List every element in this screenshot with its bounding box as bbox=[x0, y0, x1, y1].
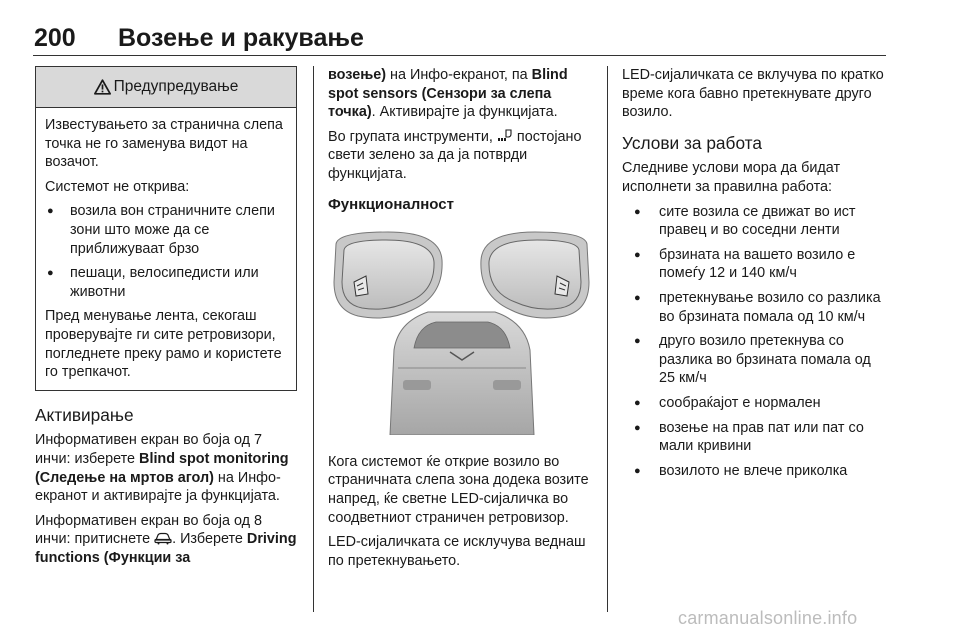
watermark: carmanualsonline.info bbox=[678, 608, 858, 628]
paragraph: Кога системот ќе открие возило во страничната слепа зона додека возите напред, ќе светне LED-сијаличка во соодветниот страничен ретровизор. bbox=[328, 453, 589, 526]
conditions-list bbox=[622, 203, 888, 481]
section-heading-functionality: Функционалност bbox=[328, 195, 454, 213]
text-run: . Активирајте ја функцијата. bbox=[371, 104, 558, 121]
list-item: ● возење на прав пат или пат со мали кривини bbox=[622, 419, 888, 456]
paragraph bbox=[35, 512, 297, 568]
page-number: 200 bbox=[34, 24, 76, 52]
column-3 bbox=[622, 66, 888, 486]
menu-item-name: Blind spot sensors (Сензори за слепа точка) bbox=[328, 67, 568, 121]
menu-item-name: Driving functions (Функции за bbox=[35, 531, 297, 566]
text-run: Информативен екран во боја од 8 инчи: притиснете bbox=[35, 512, 263, 548]
column-2 bbox=[328, 66, 595, 576]
paragraph bbox=[328, 66, 595, 122]
section-heading-activation: Активирање bbox=[35, 404, 134, 425]
text-run: Информативен екран во боја од 7 инчи: изберете bbox=[35, 432, 263, 467]
list-item: ● претекнување возило со разлика во брзината помала од 10 км/ч bbox=[622, 289, 888, 326]
warning-header bbox=[36, 67, 296, 108]
text-run: Во групата инструменти, bbox=[328, 128, 497, 145]
warning-list bbox=[45, 202, 287, 301]
paragraph: Следниве услови мора да бидат исполнети за правилна работа: bbox=[622, 160, 841, 195]
paragraph: LED-сијаличката се вклучува по кратко време кога бавно претекнувате друго возило. bbox=[622, 67, 884, 121]
menu-item-name: возење) bbox=[328, 67, 387, 83]
paragraph bbox=[35, 431, 297, 505]
side-mirrors-illustration bbox=[328, 230, 595, 435]
warning-box bbox=[35, 66, 297, 391]
text-run: постојано свети зелено за да ја потврди функцијата. bbox=[328, 128, 582, 182]
list-item: ● друго возило претекнува со разлика во брзината помала од 25 км/ч bbox=[622, 332, 888, 388]
warning-body bbox=[36, 108, 296, 390]
header-rule bbox=[33, 55, 886, 56]
list-item: ● сообраќајот е нормален bbox=[622, 394, 888, 413]
list-item: ● брзината на вашето возило е помеѓу 12 и 140 км/ч bbox=[622, 246, 888, 283]
warning-triangle-icon bbox=[94, 79, 111, 95]
list-item: ● пешаци, велосипедисти или животни bbox=[45, 264, 287, 301]
warning-paragraph: Известувањето за странична слепа точка не го заменува видот на возачот. bbox=[45, 117, 283, 171]
column-1 bbox=[35, 66, 297, 573]
paragraph bbox=[328, 128, 595, 184]
warning-paragraph: Пред менување лента, секогаш проверувајте ги сите ретровизори, погледнете преку рамо и користете го трепкачот. bbox=[45, 308, 282, 381]
text-run: на Инфо-екранот и активирајте ја функцијата. bbox=[35, 469, 281, 505]
blind-spot-indicator-icon bbox=[497, 129, 513, 143]
menu-item-name: Blind spot monitoring (Следење на мртов агол) bbox=[35, 450, 289, 486]
car-settings-icon bbox=[154, 532, 172, 545]
text-run: . Изберете bbox=[172, 531, 247, 548]
warning-title: Предупредување bbox=[113, 77, 239, 95]
section-heading-conditions: Услови за работа bbox=[622, 132, 763, 153]
list-item: ● возила вон страничните слепи зони што може да се приближуваат брзо bbox=[45, 202, 287, 258]
text-run: на Инфо-екранот, па bbox=[386, 67, 532, 83]
list-item: ● сите возила се движат во ист правец и во соседни ленти bbox=[622, 203, 888, 240]
column-divider-1 bbox=[313, 66, 314, 612]
running-title: Возење и ракување bbox=[118, 24, 364, 52]
list-item: ● возилото не влече приколка bbox=[622, 462, 888, 481]
column-divider-2 bbox=[607, 66, 608, 612]
paragraph: LED-сијаличката се исклучува веднаш по претекнувањето. bbox=[328, 534, 586, 569]
warning-paragraph: Системот не открива: bbox=[45, 178, 190, 195]
